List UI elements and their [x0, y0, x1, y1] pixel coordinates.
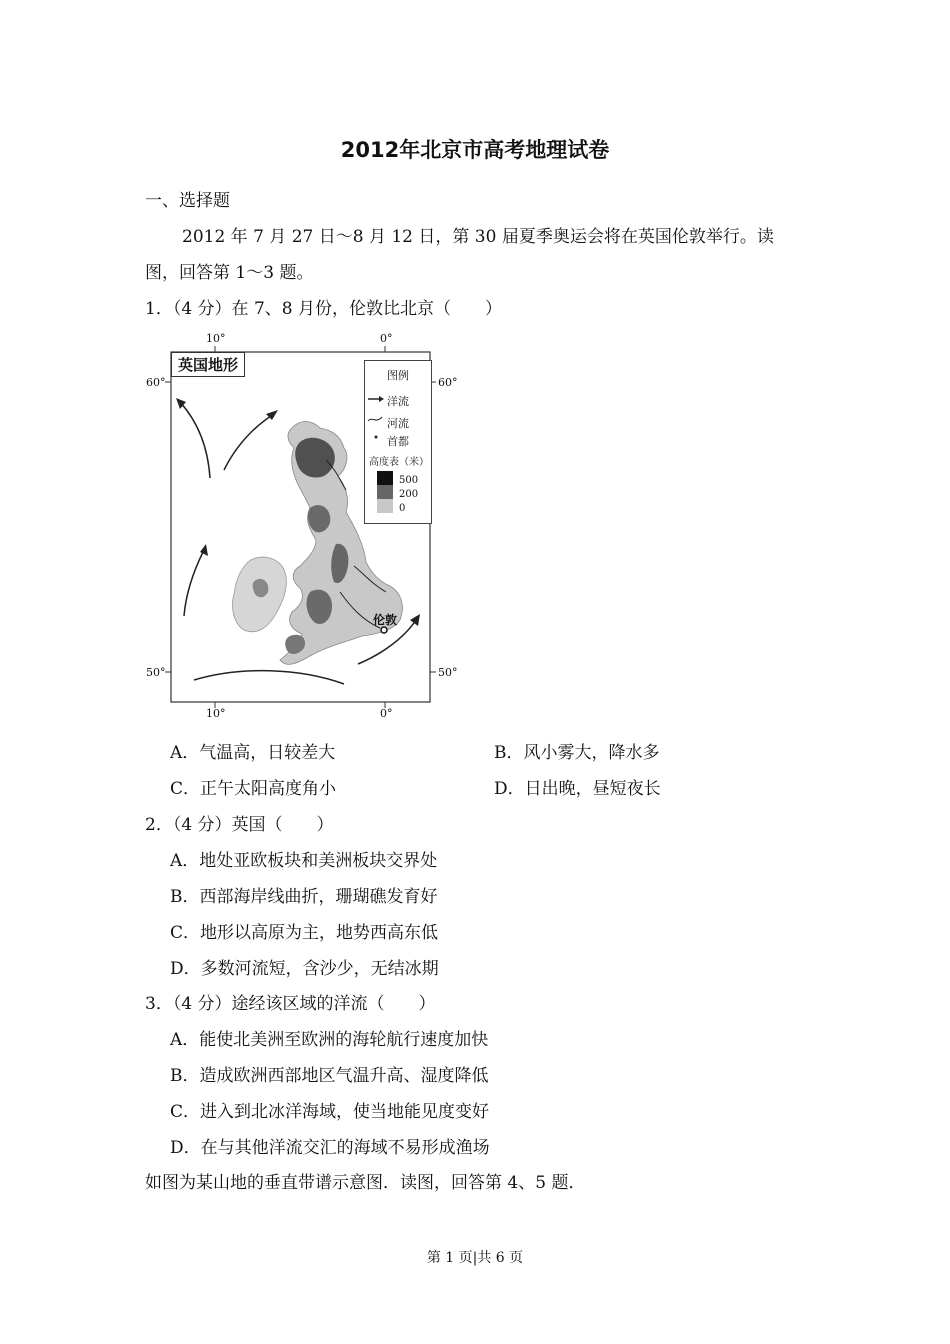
alt-label-200: 200	[399, 489, 419, 500]
q1-option-a: A．气温高，日较差大	[170, 743, 336, 763]
intro-line-2: 图，回答第 1～3 题。	[145, 263, 314, 283]
longitude-label: 10°	[206, 332, 226, 345]
longitude-label: 0°	[380, 707, 393, 720]
map-legend	[364, 360, 432, 524]
latitude-label: 50°	[438, 666, 458, 679]
q3-option-b: B．造成欧洲西部地区气温升高、湿度降低	[170, 1066, 489, 1086]
uk-terrain-map	[140, 330, 480, 720]
legend-current: 洋流	[387, 395, 409, 408]
question-2-stem: 2．（4 分）英国（ ）	[145, 815, 334, 835]
longitude-label: 0°	[380, 332, 393, 345]
q1-option-d: D．日出晚，昼短夜长	[494, 779, 661, 799]
alt-swatch-0	[377, 499, 393, 513]
question-3-stem: 3．（4 分）途经该区域的洋流（ ）	[145, 994, 436, 1014]
legend-symbols	[367, 393, 385, 443]
question-1-stem: 1．（4 分）在 7、8 月份，伦敦比北京（ ）	[145, 299, 502, 319]
current-arrow-icon	[379, 396, 384, 402]
page-title: 2012年北京市高考地理试卷	[340, 138, 610, 162]
latitude-label: 60°	[146, 376, 166, 389]
longitude-label: 10°	[206, 707, 226, 720]
q3-option-d: D．在与其他洋流交汇的海域不易形成渔场	[170, 1138, 490, 1158]
alt-label-500: 500	[399, 475, 419, 486]
latitude-label: 50°	[146, 666, 166, 679]
page-footer: 第 1 页|共 6 页	[426, 1250, 524, 1266]
legend-title: 图例	[387, 369, 409, 382]
outro-text: 如图为某山地的垂直带谱示意图．读图，回答第 4、5 题．	[145, 1173, 586, 1193]
intro-line-1: 2012 年 7 月 27 日～8 月 12 日，第 30 届夏季奥运会将在英国伦敦举行。读	[182, 227, 774, 247]
q3-option-c: C．进入到北冰洋海域，使当地能见度变好	[170, 1102, 490, 1122]
london-label: 伦敦	[373, 613, 398, 627]
latitude-label: 60°	[438, 376, 458, 389]
alt-swatch-200	[377, 485, 393, 499]
legend-capital: 首都	[387, 435, 409, 448]
river-icon	[368, 417, 382, 421]
q2-option-d: D．多数河流短，含沙少，无结冰期	[170, 959, 439, 979]
q1-option-c: C．正午太阳高度角小	[170, 779, 337, 799]
capital-dot-icon	[375, 436, 378, 439]
legend-altitude-title: 高度表（米）	[369, 457, 429, 468]
legend-river: 河流	[387, 417, 409, 430]
alt-swatch-500	[377, 471, 393, 485]
section-heading: 一、选择题	[145, 191, 230, 211]
map-title: 英国地形	[171, 352, 245, 377]
q2-option-b: B．西部海岸线曲折，珊瑚礁发育好	[170, 887, 438, 907]
q2-option-c: C．地形以高原为主，地势西高东低	[170, 923, 439, 943]
q3-option-a: A．能使北美洲至欧洲的海轮航行速度加快	[170, 1030, 489, 1050]
q1-option-b: B．风小雾大，降水多	[494, 743, 660, 763]
q2-option-a: A．地处亚欧板块和美洲板块交界处	[170, 851, 438, 871]
alt-label-0: 0	[399, 503, 406, 514]
